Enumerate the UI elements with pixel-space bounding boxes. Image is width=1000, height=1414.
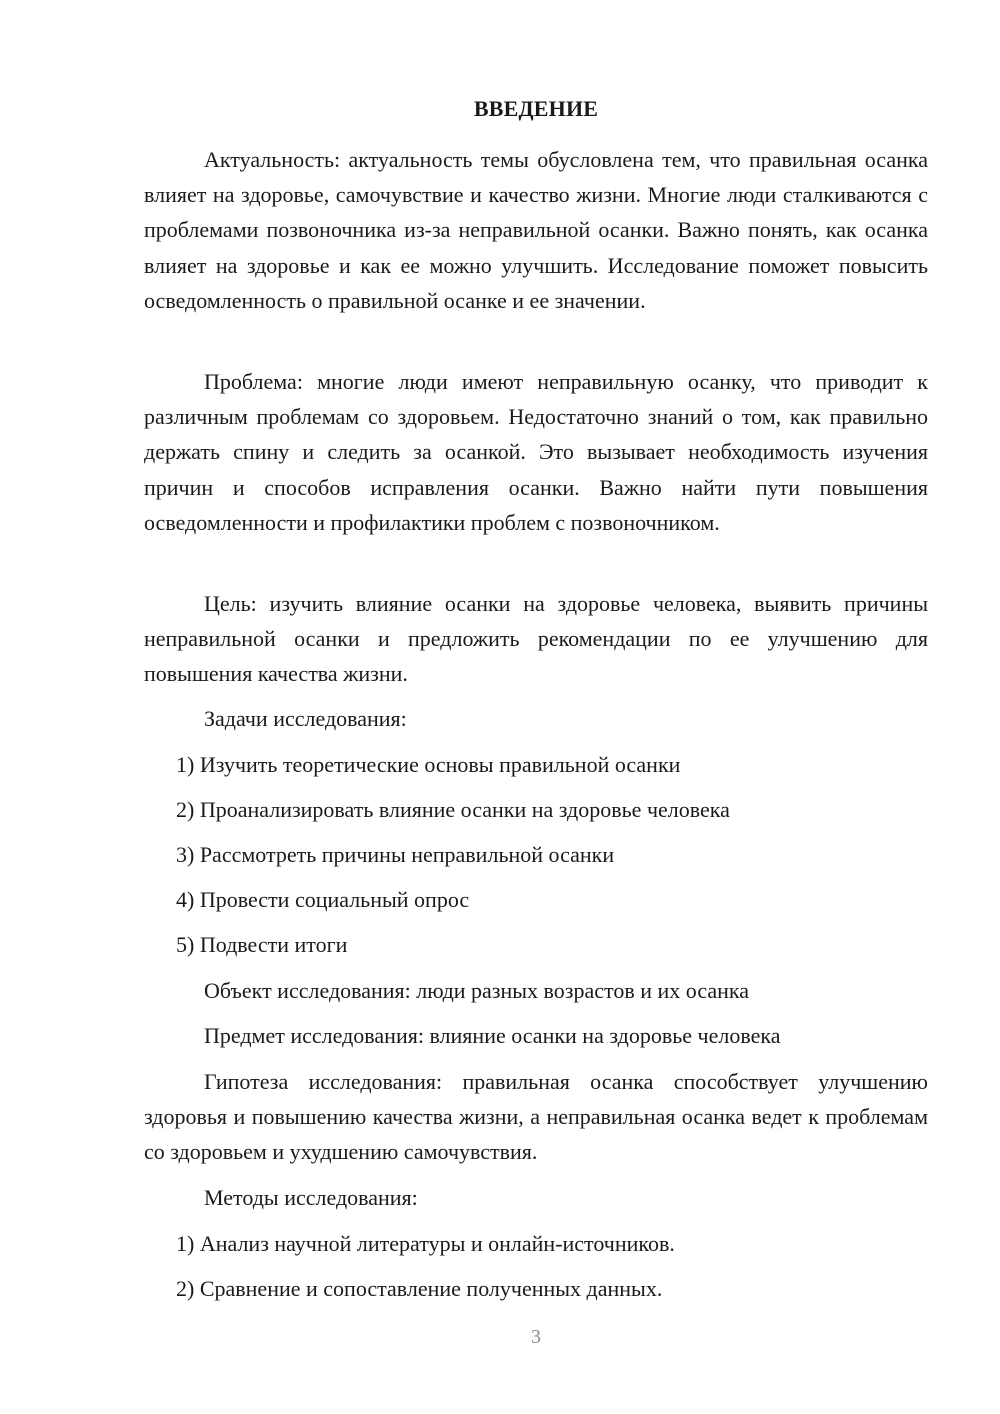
- list-item: 2) Проанализировать влияние осанки на здоровье человека: [176, 797, 730, 822]
- paragraph-relevance: Актуальность: актуальность темы обусловлена тем, что правильная осанка влияет на здоровье, самочувствие и качество жизни. Многие люди сталкиваются с проблемами позвоночника из-за неправильной осанки. Важно понять, как осанка влияет на здоровье и как ее можно улучшить. Исследование поможет повысить осведомленность о правильной осанке и ее значении.: [144, 147, 928, 313]
- list-item: 1) Анализ научной литературы и онлайн-источников.: [176, 1231, 675, 1256]
- research-subject: Предмет исследования: влияние осанки на здоровье человека: [204, 1023, 781, 1048]
- paragraph-goal: Цель: изучить влияние осанки на здоровье человека, выявить причины неправильной осанки и предложить рекомендации по ее улучшению для повышения качества жизни.: [144, 591, 928, 687]
- list-item: 3) Рассмотреть причины неправильной осанки: [176, 842, 615, 867]
- paragraph-hypothesis: Гипотеза исследования: правильная осанка способствует улучшению здоровья и повышению качества жизни, а неправильная осанка ведет к проблемам со здоровьем и ухудшению самочувствия.: [144, 1069, 928, 1165]
- page-title: ВВЕДЕНИЕ: [473, 96, 599, 121]
- page-number: 3: [531, 1326, 541, 1348]
- list-item: 1) Изучить теоретические основы правильной осанки: [176, 752, 681, 777]
- list-item: 4) Провести социальный опрос: [176, 887, 470, 912]
- paragraph-problem: Проблема: многие люди имеют неправильную осанку, что приводит к различным проблемам со здоровьем. Недостаточно знаний о том, как правильно держать спину и следить за осанкой. Это вызывает необходимость изучения причин и способов исправления осанки. Важно найти пути повышения осведомленности и профилактики проблем с позвоночником.: [144, 369, 928, 535]
- methods-heading: Методы исследования:: [204, 1185, 418, 1210]
- list-item: 2) Сравнение и сопоставление полученных данных.: [176, 1276, 663, 1301]
- research-object: Объект исследования: люди разных возрастов и их осанка: [204, 978, 750, 1003]
- tasks-heading: Задачи исследования:: [204, 706, 407, 731]
- list-item: 5) Подвести итоги: [176, 932, 348, 957]
